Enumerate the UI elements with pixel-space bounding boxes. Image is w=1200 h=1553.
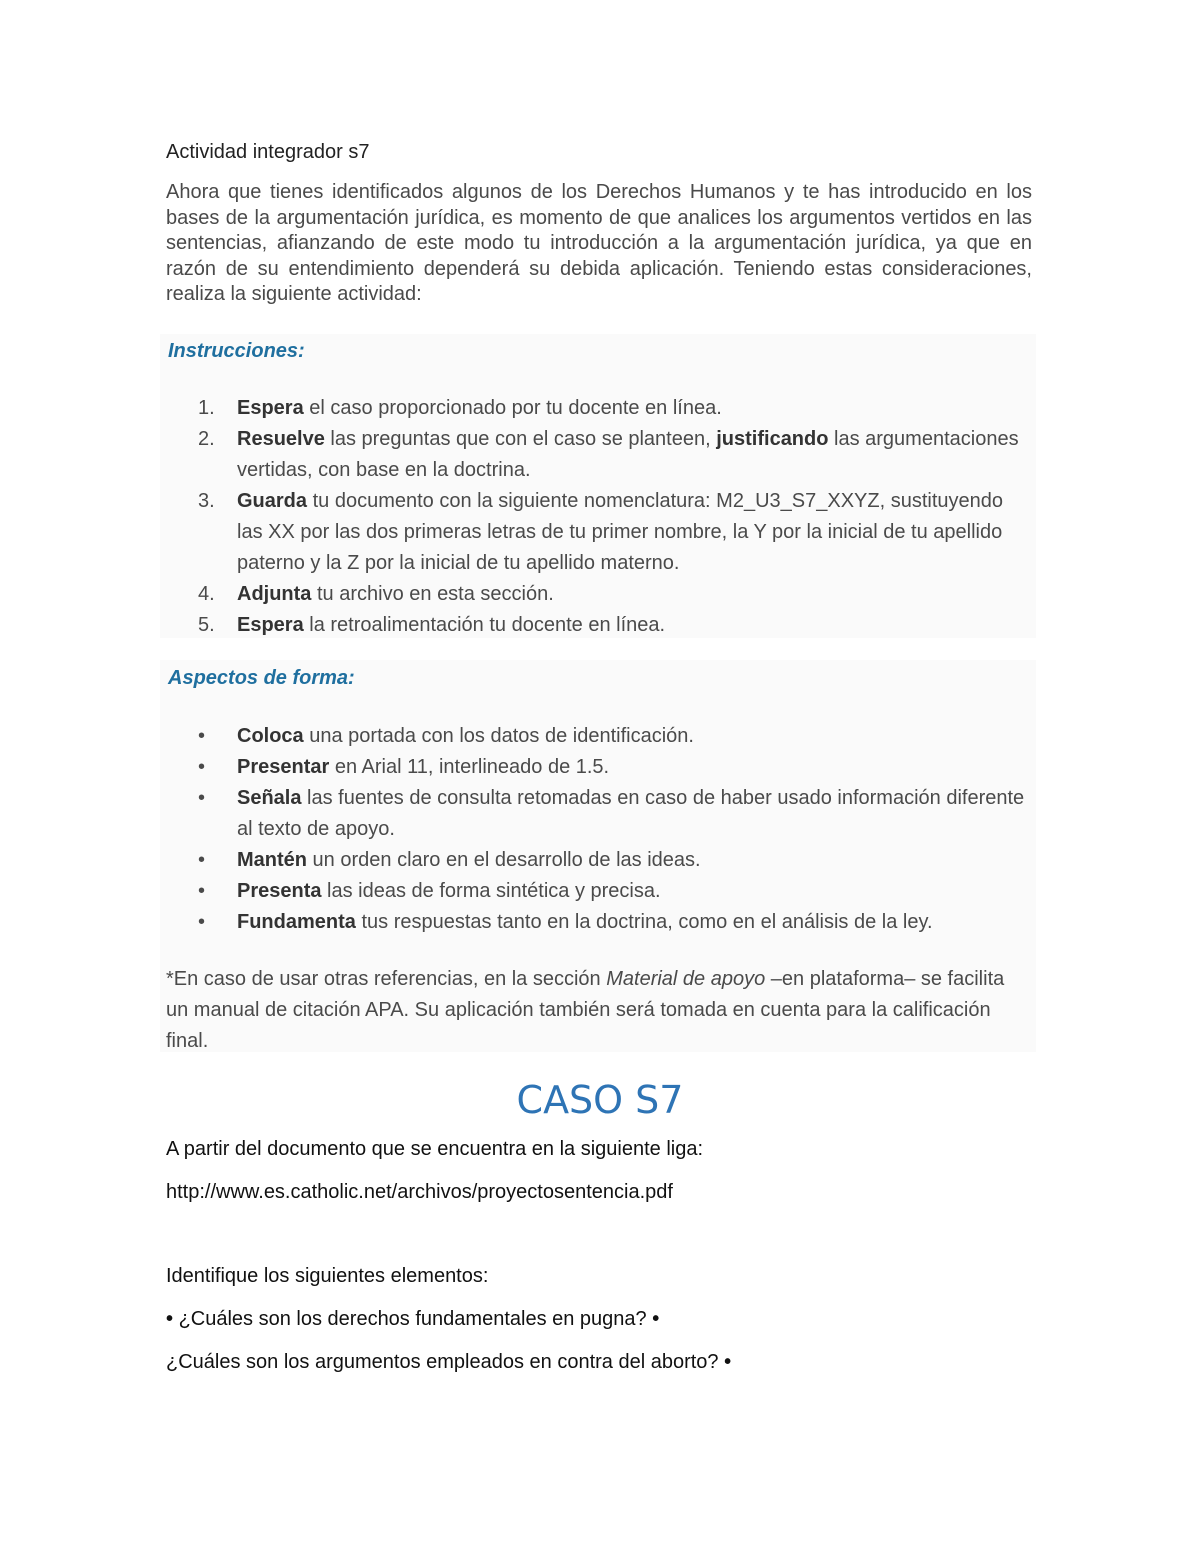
bullet-icon: •	[198, 756, 206, 778]
format-item	[198, 876, 1033, 907]
format-keyword: Presentar	[237, 756, 330, 778]
bullet-icon: •	[198, 849, 206, 871]
document-title: Actividad integrador s7	[166, 141, 370, 163]
format-list	[198, 721, 1033, 938]
note-italic: Material de apoyo	[606, 968, 766, 990]
format-item	[198, 845, 1033, 876]
case-lead: A partir del documento que se encuentra en la siguiente liga:	[166, 1138, 704, 1160]
question-1: ¿Cuáles son los derechos fundamentales en pugna?	[178, 1308, 647, 1330]
list-number: 4.	[198, 583, 215, 605]
instruction-item	[198, 486, 1033, 579]
note-text-after: –en plataforma– se facilita un manual de citación APA. Su aplicación también será tomada en cuenta para la calificación final.	[166, 968, 1005, 1052]
format-text: las fuentes de consulta retomadas en caso de haber usado información diferente al texto de apoyo.	[237, 787, 1025, 840]
instructions-list	[198, 393, 1033, 641]
bullet-icon: •	[652, 1308, 660, 1330]
instructions-heading: Instrucciones:	[168, 340, 305, 362]
case-link[interactable]: http://www.es.catholic.net/archivos/proyectosentencia.pdf	[166, 1181, 673, 1203]
instruction-text: tu documento con la siguiente nomenclatura: M2_U3_S7_XXYZ, sustituyendo las XX por las dos primeras letras de tu primer nombre, la Y por la inicial de tu apellido paterno y la Z por la inicial de tu apellido materno.	[237, 490, 1003, 574]
instruction-text-2: las argumentaciones vertidas, con base en la doctrina.	[237, 428, 1019, 481]
format-text: una portada con los datos de identificación.	[303, 725, 694, 747]
format-text: un orden claro en el desarrollo de las ideas.	[307, 849, 701, 871]
instruction-keyword-2: justificando	[716, 428, 829, 450]
bullet-icon: •	[198, 911, 206, 933]
format-item	[198, 721, 1033, 752]
instruction-item	[198, 579, 1033, 610]
list-number: 2.	[198, 428, 215, 450]
bullet-icon: •	[166, 1308, 174, 1330]
case-title: CASO S7	[516, 1078, 684, 1122]
format-item	[198, 907, 1033, 938]
question-2: ¿Cuáles son los argumentos empleados en contra del aborto?	[166, 1351, 719, 1373]
instruction-keyword: Guarda	[237, 490, 308, 512]
question-line-1	[166, 1308, 659, 1331]
format-text: tus respuestas tanto en la doctrina, como en el análisis de la ley.	[355, 911, 933, 933]
format-text: las ideas de forma sintética y precisa.	[321, 880, 661, 902]
instruction-keyword: Resuelve	[237, 428, 325, 450]
instruction-text: la retroalimentación tu docente en línea.	[303, 614, 666, 636]
bullet-icon: •	[198, 725, 206, 747]
format-keyword: Fundamenta	[237, 911, 356, 933]
instruction-keyword: Adjunta	[237, 583, 312, 605]
intro-paragraph: Ahora que tienes identificados algunos de los Derechos Humanos y te has introducido en los bases de la argumentación jurídica, es momento de que analices los argumentos vertidos en las sentencias, afianzando de este modo tu introducción a la argumentación jurídica, ya que en razón de su entendimiento dependerá su debida aplicación. Teniendo estas consideraciones, realiza la siguiente actividad:	[166, 181, 1032, 305]
format-heading: Aspectos de forma:	[168, 667, 355, 689]
instruction-item	[198, 424, 1033, 486]
format-keyword: Mantén	[237, 849, 307, 871]
list-number: 1.	[198, 397, 215, 419]
instruction-keyword: Espera	[237, 397, 304, 419]
instruction-keyword: Espera	[237, 614, 304, 636]
bullet-icon: •	[198, 880, 206, 902]
instruction-text: el caso proporcionado por tu docente en línea.	[303, 397, 722, 419]
bullet-icon: •	[724, 1351, 732, 1373]
list-number: 5.	[198, 614, 215, 636]
instruction-item	[198, 610, 1033, 641]
instruction-item	[198, 393, 1033, 424]
format-item	[198, 783, 1033, 845]
bullet-icon: •	[198, 787, 206, 809]
format-text: en Arial 11, interlineado de 1.5.	[329, 756, 610, 778]
instruction-text: tu archivo en esta sección.	[311, 583, 554, 605]
format-keyword: Presenta	[237, 880, 322, 902]
format-keyword: Señala	[237, 787, 302, 809]
instruction-text: las preguntas que con el caso se planteen,	[324, 428, 717, 450]
format-keyword: Coloca	[237, 725, 304, 747]
identify-heading: Identifique los siguientes elementos:	[166, 1265, 489, 1287]
format-item	[198, 752, 1033, 783]
citation-note	[166, 964, 1032, 1057]
note-text-before: *En caso de usar otras referencias, en la sección	[166, 968, 607, 990]
question-line-2	[166, 1351, 731, 1374]
list-number: 3.	[198, 490, 215, 512]
